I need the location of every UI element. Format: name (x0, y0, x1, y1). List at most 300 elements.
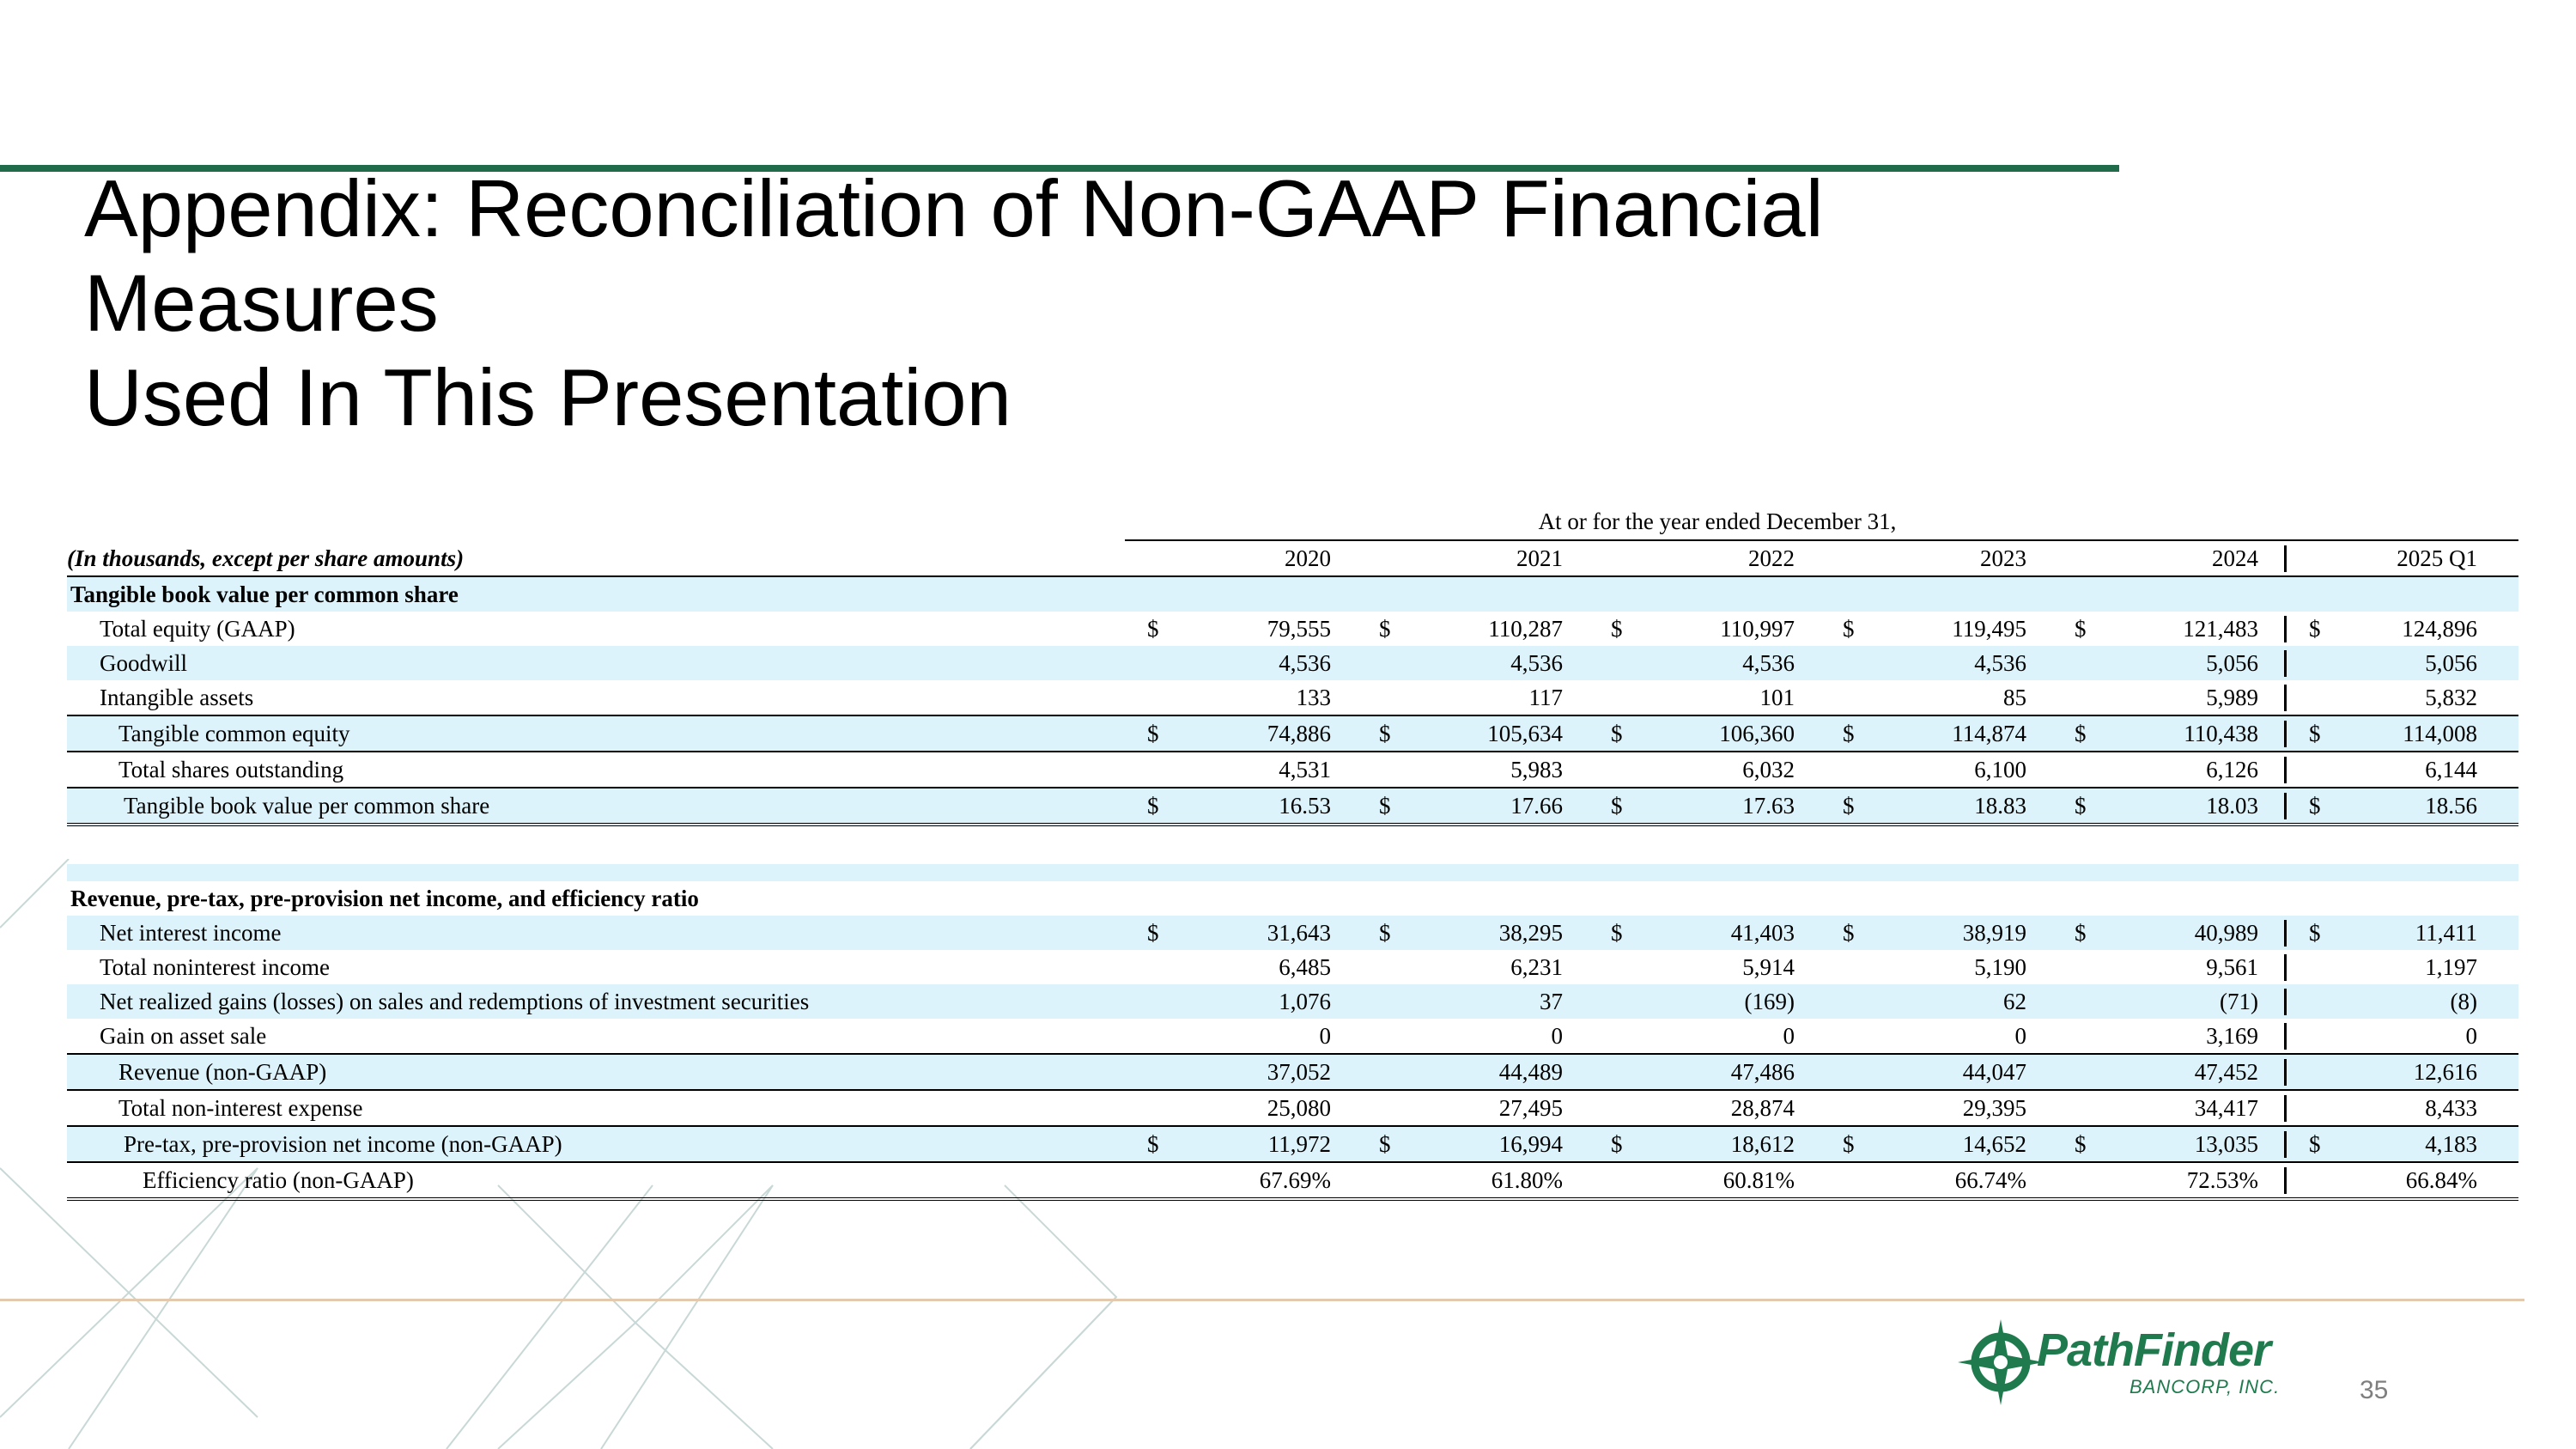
currency-symbol (2075, 1023, 2092, 1050)
row-label: Gain on asset sale (100, 1022, 267, 1049)
value-cell (1589, 721, 1820, 747)
value-cell (2052, 1023, 2284, 1050)
slide-title (84, 161, 2145, 445)
value-cell (2052, 793, 2284, 819)
cell-value: 27,495 (1498, 1094, 1563, 1121)
cell-value: 66.74% (1954, 1166, 2026, 1193)
value-cell (1820, 757, 2052, 783)
value-cell (1820, 793, 2052, 819)
table-row (67, 680, 2518, 715)
value-cell (1357, 685, 1589, 711)
value-cell (1125, 1131, 1357, 1158)
cell-value: 6,485 (1279, 953, 1331, 980)
cell-value: 74,886 (1267, 720, 1331, 746)
row-label: Net interest income (100, 919, 282, 946)
cell-value: 16.53 (1279, 792, 1331, 819)
cell-value: 105,634 (1487, 720, 1563, 746)
units-note: (In thousands, except per share amounts) (67, 545, 465, 571)
column-header-label: 2021 (1516, 545, 1563, 571)
currency-symbol: $ (1611, 792, 1623, 819)
value-cell (1125, 989, 1357, 1015)
financial-reconciliation-table (67, 507, 2518, 1201)
cell-value: 0 (2465, 1022, 2477, 1049)
value-cell (1357, 1167, 1589, 1194)
currency-symbol (2075, 1167, 2092, 1194)
currency-symbol (2075, 757, 2092, 783)
table-row (67, 751, 2518, 787)
column-header (2052, 545, 2284, 572)
value-cell (2284, 1131, 2518, 1158)
value-cell (1820, 650, 2052, 677)
currency-symbol (2309, 685, 2326, 711)
value-cell (1589, 650, 1820, 677)
currency-symbol: $ (1843, 720, 1855, 746)
cell-value: 11,411 (2415, 919, 2477, 946)
currency-symbol (1379, 757, 1396, 783)
cell-value: 18.03 (2206, 792, 2258, 819)
currency-symbol (1147, 757, 1164, 783)
cell-value: 79,555 (1267, 615, 1331, 642)
slide-title-line-3: Used In This Presentation (84, 352, 1012, 442)
value-cell (1820, 1167, 2052, 1194)
cell-value: 5,056 (2425, 649, 2477, 676)
cell-value: 101 (1759, 684, 1795, 710)
currency-symbol (1611, 954, 1628, 981)
table-row (67, 1053, 2518, 1089)
value-cell (1357, 1131, 1589, 1158)
cell-value: 119,495 (1952, 615, 2026, 642)
cell-value: 110,997 (1720, 615, 1795, 642)
cell-value: 4,183 (2425, 1130, 2477, 1157)
table-row (67, 916, 2518, 950)
value-cell (1357, 920, 1589, 947)
cell-value: 0 (1551, 1022, 1563, 1049)
value-cell (1589, 1095, 1820, 1122)
currency-symbol (2309, 757, 2326, 783)
cell-value: 11,972 (1267, 1130, 1331, 1157)
currency-symbol: $ (2075, 1130, 2087, 1157)
currency-symbol (2309, 650, 2326, 677)
cell-value: 110,287 (1488, 615, 1563, 642)
currency-symbol (2309, 1023, 2326, 1050)
row-label: Net realized gains (losses) on sales and redemptions of investment securities (100, 988, 810, 1014)
column-header (1125, 545, 1357, 572)
cell-value: 6,231 (1510, 953, 1563, 980)
period-header (67, 507, 2518, 541)
cell-value: 40,989 (2194, 919, 2258, 946)
cell-value: 4,531 (1279, 756, 1331, 782)
cell-value: 6,100 (1974, 756, 2026, 782)
column-header-label: 2025 Q1 (2397, 545, 2477, 571)
value-cell (1357, 989, 1589, 1015)
value-cell (2284, 920, 2518, 947)
currency-symbol: $ (1379, 1130, 1391, 1157)
cell-value: 66.84% (2405, 1166, 2477, 1193)
value-cell (1820, 1059, 2052, 1086)
value-cell (1357, 757, 1589, 783)
logo-subtitle: BANCORP, INC. (2129, 1376, 2281, 1397)
currency-symbol: $ (1379, 720, 1391, 746)
row-label: Pre-tax, pre-provision net income (non-GAAP) (124, 1130, 562, 1157)
currency-symbol: $ (1611, 919, 1623, 946)
currency-symbol (1147, 650, 1164, 677)
value-cell (1125, 650, 1357, 677)
currency-symbol: $ (1843, 919, 1855, 946)
cell-value: 4,536 (1742, 649, 1795, 676)
table-row (67, 646, 2518, 680)
value-cell (2052, 1167, 2284, 1194)
value-cell (2284, 1167, 2518, 1194)
cell-value: 44,047 (1962, 1058, 2026, 1085)
currency-symbol (1843, 1095, 1860, 1122)
value-cell (1820, 1023, 2052, 1050)
currency-symbol: $ (2309, 792, 2321, 819)
value-cell (1357, 1059, 1589, 1086)
value-cell (1125, 721, 1357, 747)
cell-value: 16,994 (1498, 1130, 1563, 1157)
cell-value: 0 (1319, 1022, 1331, 1049)
value-cell (2052, 1095, 2284, 1122)
value-cell (1357, 954, 1589, 981)
currency-symbol (2309, 1095, 2326, 1122)
value-cell (2052, 989, 2284, 1015)
currency-symbol: $ (2309, 720, 2321, 746)
table-row (67, 1161, 2518, 1201)
cell-value: 124,896 (2402, 615, 2477, 642)
currency-symbol (1843, 989, 1860, 1015)
currency-symbol (1379, 989, 1396, 1015)
currency-symbol: $ (1147, 615, 1159, 642)
table-row (67, 787, 2518, 826)
value-cell (2052, 721, 2284, 747)
cell-value: 114,008 (2403, 720, 2477, 746)
value-cell (2052, 685, 2284, 711)
cell-value: 9,561 (2206, 953, 2258, 980)
value-cell (1589, 920, 1820, 947)
cell-value: 17.63 (1742, 792, 1795, 819)
currency-symbol (1379, 1167, 1396, 1194)
value-cell (1589, 954, 1820, 981)
value-cell (1589, 1023, 1820, 1050)
pathfinder-logo (1958, 1312, 2318, 1416)
currency-symbol (1147, 954, 1164, 981)
currency-symbol: $ (1611, 720, 1623, 746)
cell-value: 12,616 (2413, 1058, 2477, 1085)
column-header (1357, 545, 1589, 572)
cell-value: 60.81% (1722, 1166, 1795, 1193)
cell-value: 13,035 (2194, 1130, 2258, 1157)
value-cell (1589, 685, 1820, 711)
currency-symbol (2309, 954, 2326, 981)
value-cell (1820, 1131, 2052, 1158)
value-cell (1820, 954, 2052, 981)
column-header-label: 2022 (1748, 545, 1795, 571)
value-cell (1125, 757, 1357, 783)
currency-symbol (2075, 1059, 2092, 1086)
cell-value: 117 (1528, 684, 1563, 710)
currency-symbol: $ (2075, 720, 2087, 746)
cell-value: 41,403 (1730, 919, 1795, 946)
currency-symbol (1843, 954, 1860, 981)
value-cell (2284, 650, 2518, 677)
spacer-row (67, 826, 2518, 864)
row-label: Efficiency ratio (non-GAAP) (143, 1166, 414, 1193)
value-cell (1357, 1023, 1589, 1050)
table-row (67, 612, 2518, 646)
cell-value: 47,452 (2194, 1058, 2258, 1085)
currency-symbol (1843, 1167, 1860, 1194)
cell-value: (8) (2450, 988, 2477, 1014)
table-row (67, 1019, 2518, 1053)
table-row (67, 984, 2518, 1019)
value-cell (1125, 1023, 1357, 1050)
column-header (1820, 545, 2052, 572)
cell-value: 62 (2003, 988, 2026, 1014)
column-header-row (67, 541, 2518, 577)
table-row (67, 950, 2518, 984)
column-header-label: 2024 (2212, 545, 2258, 571)
cell-value: 28,874 (1730, 1094, 1795, 1121)
table-row (67, 715, 2518, 751)
cell-value: 4,536 (1974, 649, 2026, 676)
currency-symbol (1843, 1023, 1860, 1050)
currency-symbol: $ (1147, 720, 1159, 746)
currency-symbol (1147, 1023, 1164, 1050)
table-row (67, 1089, 2518, 1125)
cell-value: 25,080 (1267, 1094, 1331, 1121)
currency-symbol (2309, 989, 2326, 1015)
currency-symbol (2309, 1059, 2326, 1086)
value-cell (1357, 650, 1589, 677)
currency-symbol (1611, 757, 1628, 783)
row-label: Revenue (non-GAAP) (118, 1058, 327, 1085)
value-cell (1125, 1059, 1357, 1086)
logo-name: PathFinder (2037, 1324, 2271, 1376)
currency-symbol (2075, 989, 2092, 1015)
section-title: Tangible book value per common share (70, 581, 459, 607)
value-cell (1589, 616, 1820, 642)
value-cell (1589, 757, 1820, 783)
value-cell (2284, 616, 2518, 642)
currency-symbol (1147, 1095, 1164, 1122)
cell-value: 121,483 (2183, 615, 2258, 642)
currency-symbol: $ (1611, 1130, 1623, 1157)
cell-value: 38,295 (1498, 919, 1563, 946)
row-label: Tangible common equity (118, 720, 350, 746)
currency-symbol: $ (2309, 1130, 2321, 1157)
value-cell (1357, 1095, 1589, 1122)
currency-symbol (1379, 685, 1396, 711)
row-label: Total equity (GAAP) (100, 615, 295, 642)
cell-value: 85 (2003, 684, 2026, 710)
value-cell (2284, 1095, 2518, 1122)
value-cell (1125, 685, 1357, 711)
cell-value: 34,417 (2194, 1094, 2258, 1121)
currency-symbol (1379, 650, 1396, 677)
cell-value: 72.53% (2186, 1166, 2258, 1193)
cell-value: 29,395 (1962, 1094, 2026, 1121)
value-cell (1125, 954, 1357, 981)
row-label: Total shares outstanding (118, 756, 344, 782)
currency-symbol: $ (2309, 615, 2321, 642)
cell-value: 6,144 (2425, 756, 2477, 782)
value-cell (2284, 685, 2518, 711)
currency-symbol: $ (1611, 615, 1623, 642)
value-cell (1820, 616, 2052, 642)
value-cell (2284, 989, 2518, 1015)
period-header-text: At or for the year ended December 31, (1538, 508, 1897, 534)
value-cell (1820, 920, 2052, 947)
section-title: Revenue, pre-tax, pre-provision net income, and efficiency ratio (70, 885, 699, 911)
row-label: Intangible assets (100, 684, 254, 710)
cell-value: (71) (2220, 988, 2258, 1014)
slide-title-line-2: Measures (84, 258, 439, 348)
currency-symbol (1611, 1095, 1628, 1122)
currency-symbol: $ (1843, 792, 1855, 819)
currency-symbol (1147, 685, 1164, 711)
row-label: Goodwill (100, 649, 188, 676)
cell-value: 6,032 (1742, 756, 1795, 782)
currency-symbol (1611, 1059, 1628, 1086)
cell-value: 47,486 (1730, 1058, 1795, 1085)
value-cell (2284, 757, 2518, 783)
currency-symbol (1843, 685, 1860, 711)
cell-value: 18.83 (1974, 792, 2026, 819)
cell-value: 37 (1540, 988, 1563, 1014)
bottom-rule (0, 1299, 2524, 1301)
cell-value: 1,076 (1279, 988, 1331, 1014)
currency-symbol (1147, 1059, 1164, 1086)
cell-value: 110,438 (2184, 720, 2258, 746)
row-label: Total noninterest income (100, 953, 331, 980)
cell-value: 5,914 (1742, 953, 1795, 980)
value-cell (2052, 954, 2284, 981)
currency-symbol (2075, 650, 2092, 677)
table-row (67, 1125, 2518, 1161)
currency-symbol (1611, 1023, 1628, 1050)
cell-value: 5,190 (1974, 953, 2026, 980)
value-cell (2284, 954, 2518, 981)
value-cell (2284, 1059, 2518, 1086)
currency-symbol (2075, 685, 2092, 711)
currency-symbol (2309, 1167, 2326, 1194)
currency-symbol: $ (1843, 615, 1855, 642)
cell-value: 4,536 (1510, 649, 1563, 676)
value-cell (1589, 1167, 1820, 1194)
value-cell (1125, 793, 1357, 819)
value-cell (1125, 1095, 1357, 1122)
currency-symbol: $ (2075, 615, 2087, 642)
currency-symbol: $ (1147, 792, 1159, 819)
currency-symbol: $ (1379, 615, 1391, 642)
cell-value: 133 (1296, 684, 1331, 710)
currency-symbol: $ (1843, 1130, 1855, 1157)
currency-symbol (2075, 1095, 2092, 1122)
value-cell (1820, 721, 2052, 747)
value-cell (2052, 1059, 2284, 1086)
value-cell (2052, 1131, 2284, 1158)
cell-value: 5,989 (2206, 684, 2258, 710)
value-cell (2284, 1023, 2518, 1050)
value-cell (1820, 989, 2052, 1015)
spacer-row (67, 864, 2518, 881)
cell-value: 18,612 (1730, 1130, 1795, 1157)
column-header (1589, 545, 1820, 572)
currency-symbol: $ (2075, 919, 2087, 946)
value-cell (1589, 1059, 1820, 1086)
currency-symbol (1843, 650, 1860, 677)
cell-value: 0 (2014, 1022, 2026, 1049)
value-cell (1820, 685, 2052, 711)
cell-value: 31,643 (1267, 919, 1331, 946)
cell-value: 17.66 (1510, 792, 1563, 819)
cell-value: 3,169 (2206, 1022, 2258, 1049)
value-cell (1125, 1167, 1357, 1194)
currency-symbol (1843, 1059, 1860, 1086)
value-cell (1357, 721, 1589, 747)
cell-value: 5,056 (2206, 649, 2258, 676)
value-cell (2052, 616, 2284, 642)
currency-symbol (1379, 954, 1396, 981)
currency-symbol (1379, 1023, 1396, 1050)
value-cell (1589, 1131, 1820, 1158)
value-cell (1357, 793, 1589, 819)
value-cell (1357, 616, 1589, 642)
section-header-row (67, 577, 2518, 612)
value-cell (1589, 989, 1820, 1015)
value-cell (2052, 757, 2284, 783)
currency-symbol: $ (1379, 919, 1391, 946)
cell-value: 44,489 (1498, 1058, 1563, 1085)
currency-symbol: $ (1147, 1130, 1159, 1157)
currency-symbol (1611, 650, 1628, 677)
currency-symbol (1379, 1095, 1396, 1122)
page-number: 35 (2360, 1376, 2389, 1404)
column-header-label: 2020 (1285, 545, 1331, 571)
row-label: Total non-interest expense (118, 1094, 363, 1121)
cell-value: 5,983 (1510, 756, 1563, 782)
cell-value: 114,874 (1952, 720, 2026, 746)
column-header-label: 2023 (1980, 545, 2026, 571)
cell-value: (169) (1744, 988, 1795, 1014)
currency-symbol (1611, 989, 1628, 1015)
slide-title-line-1: Appendix: Reconciliation of Non-GAAP Financial (84, 163, 1824, 253)
cell-value: 8,433 (2425, 1094, 2477, 1121)
currency-symbol (1147, 989, 1164, 1015)
cell-value: 18.56 (2425, 792, 2477, 819)
cell-value: 5,832 (2425, 684, 2477, 710)
currency-symbol (1611, 685, 1628, 711)
value-cell (2052, 650, 2284, 677)
value-cell (2052, 920, 2284, 947)
value-cell (1589, 793, 1820, 819)
currency-symbol (1379, 1059, 1396, 1086)
cell-value: 61.80% (1491, 1166, 1563, 1193)
cell-value: 0 (1783, 1022, 1795, 1049)
currency-symbol: $ (2075, 792, 2087, 819)
value-cell (1125, 920, 1357, 947)
cell-value: 106,360 (1719, 720, 1795, 746)
value-cell (1125, 616, 1357, 642)
currency-symbol (2075, 954, 2092, 981)
cell-value: 67.69% (1259, 1166, 1331, 1193)
cell-value: 6,126 (2206, 756, 2258, 782)
row-label: Tangible book value per common share (124, 792, 490, 819)
currency-symbol (1611, 1167, 1628, 1194)
cell-value: 37,052 (1267, 1058, 1331, 1085)
currency-symbol: $ (2309, 919, 2321, 946)
cell-value: 4,536 (1279, 649, 1331, 676)
